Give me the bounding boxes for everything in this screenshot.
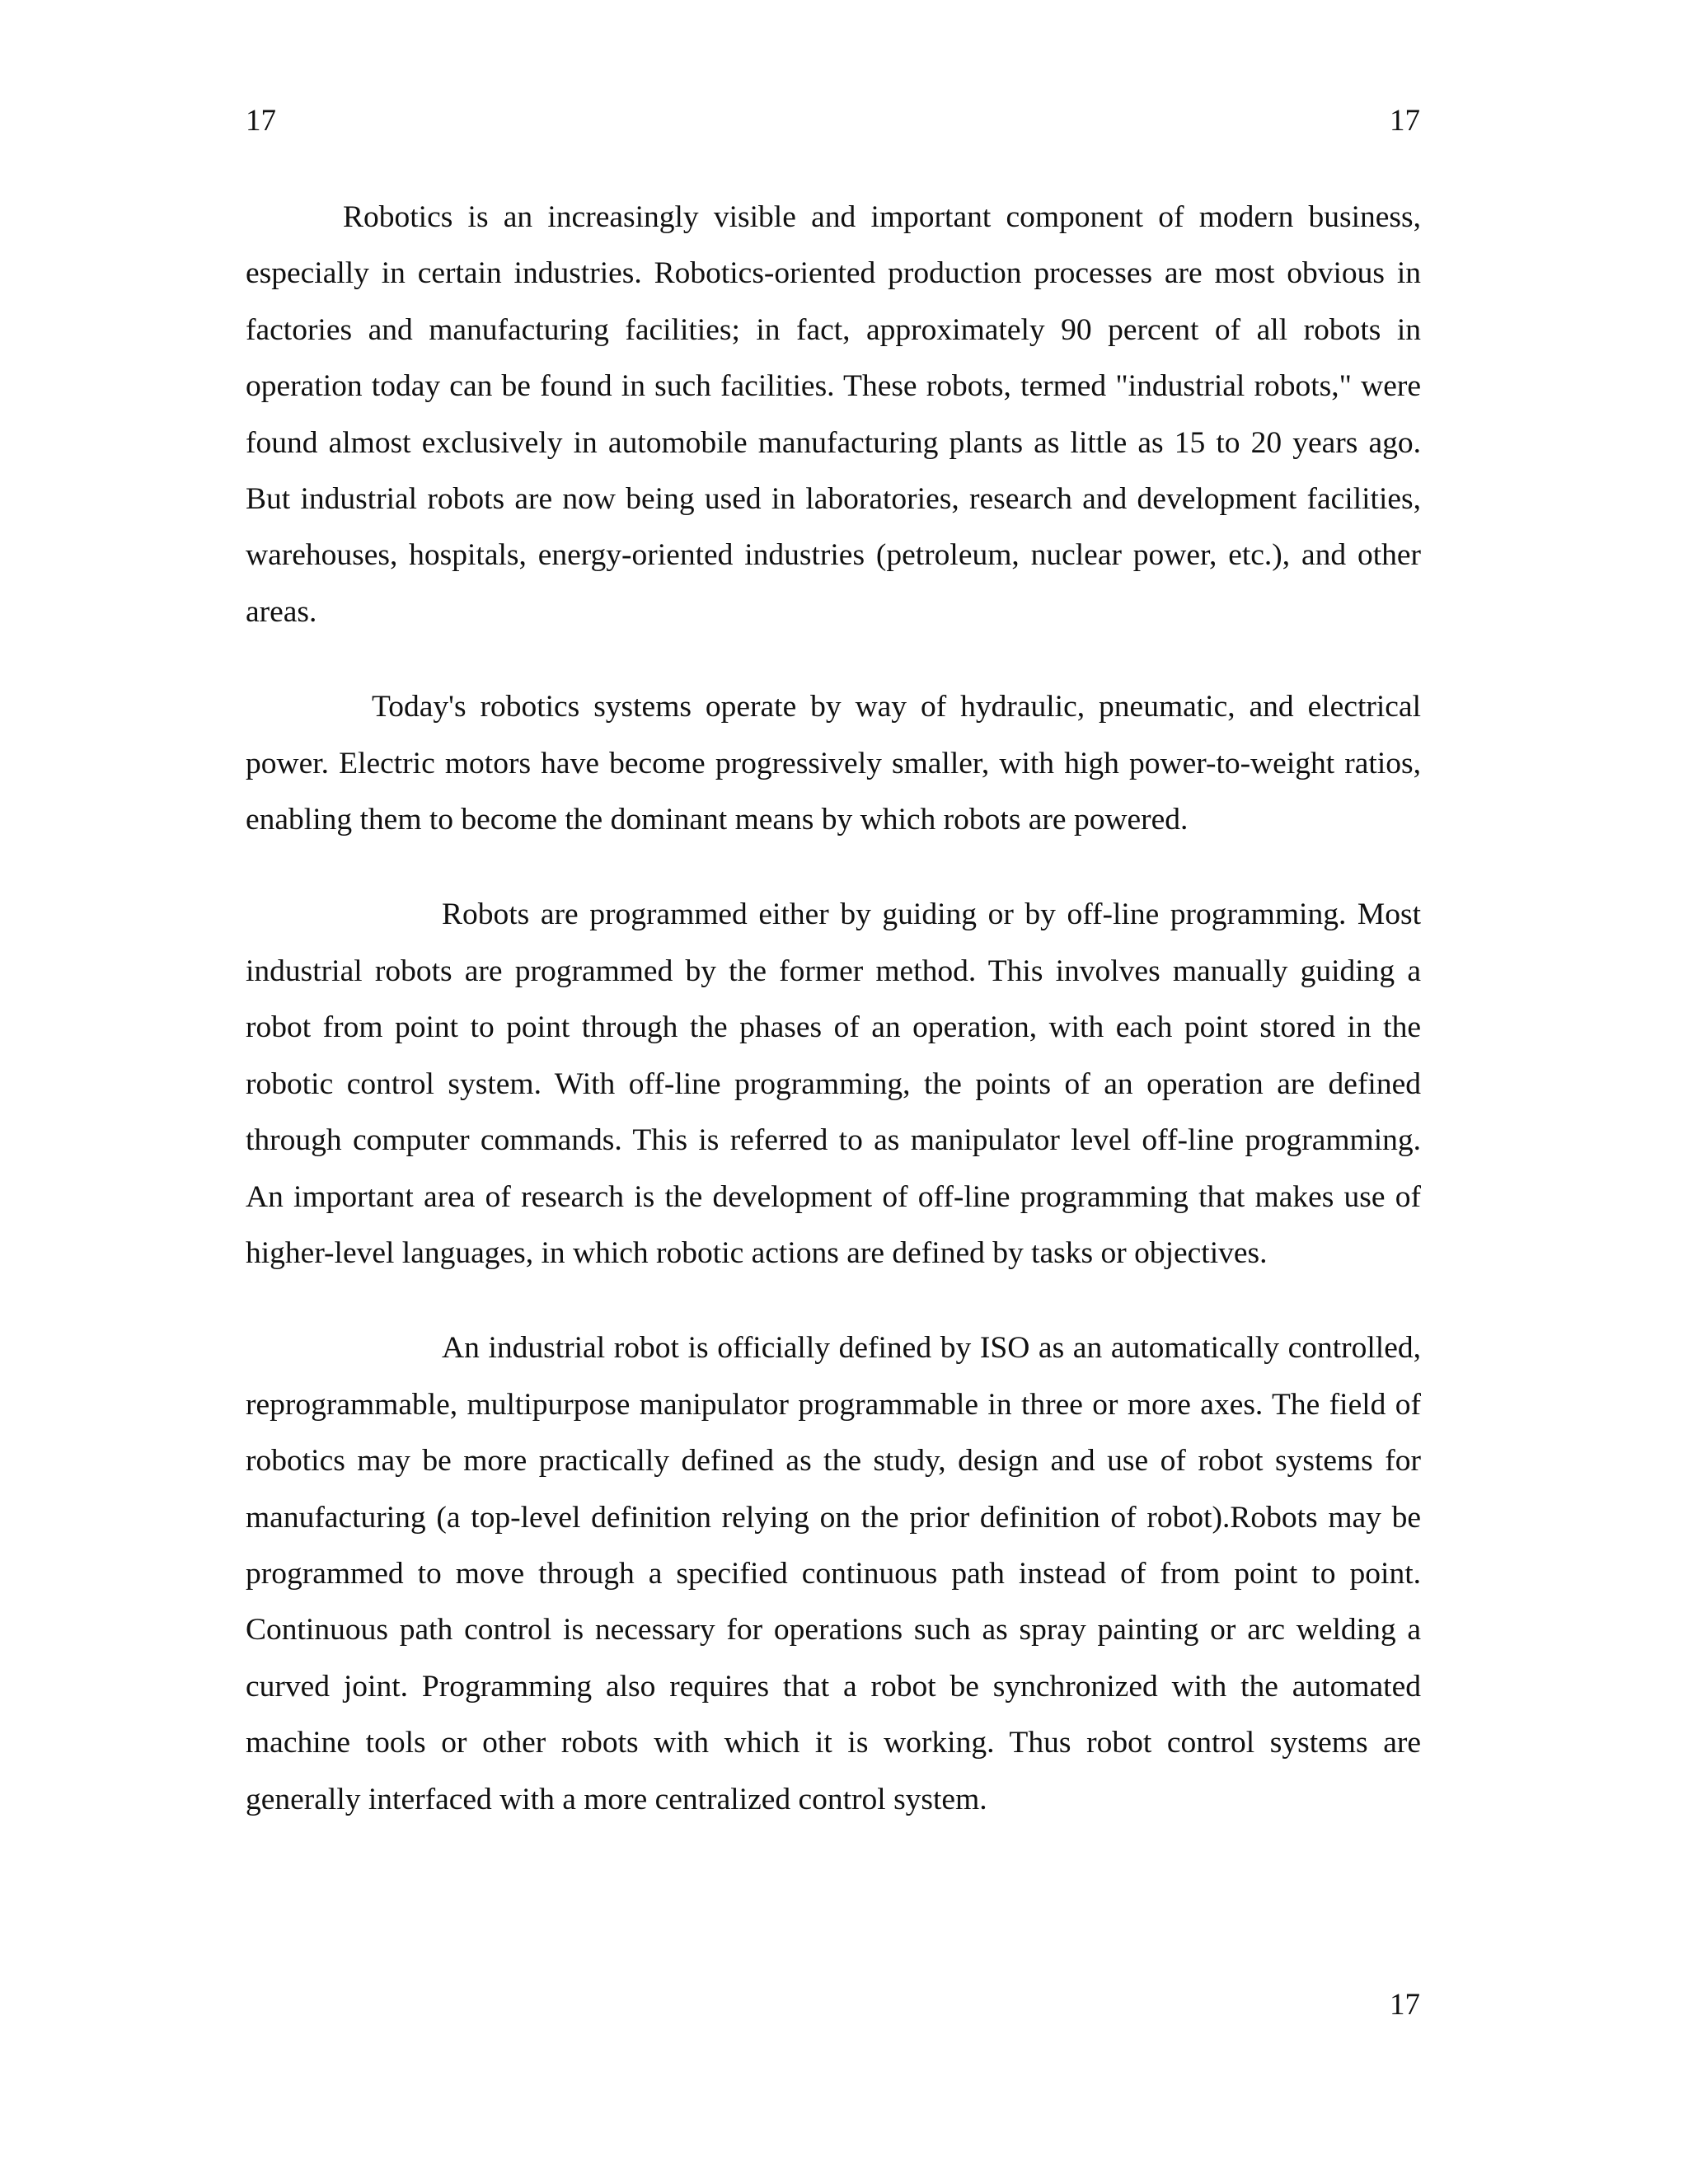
- header-page-number-right: 17: [1390, 104, 1420, 138]
- paragraph-robotics-intro: Robotics is an increasingly visible and important component of modern business, especially in certain industries. Robotics-oriented production processes are most obvious in factories and manufacturing facilities; in fact, approximately 90 percent of all robots in operation today can be found in such facilities. These robots, termed "industrial robots," were found almost exclusively in automobile manufacturing plants as little as 15 to 20 years ago. But industrial robots are now being used in laboratories, research and development facilities, warehouses, hospitals, energy-oriented industries (petroleum, nuclear power, etc.), and other areas.: [246, 200, 1421, 629]
- paragraph-power-systems: Today's robotics systems operate by way of hydraulic, pneumatic, and electrical power. Electric motors have become progressively smaller, with high power-to-weight ratios, enabling them to become the dominant means by which robots are powered.: [246, 690, 1421, 837]
- header-page-number-left: 17: [246, 104, 276, 138]
- document-body: [246, 190, 1421, 1867]
- paragraph-programming: Robots are programmed either by guiding or by off-line programming. Most industrial robots are programmed by the former method. This involves manually guiding a robot from point to point through the phases of an operation, with each point stored in the robotic control system. With off-line programming, the points of an operation are defined through computer commands. This is referred to as manipulator level off-line programming. An important area of research is the development of off-line programming that makes use of higher-level languages, in which robotic actions are defined by tasks or objectives.: [246, 898, 1421, 1270]
- paragraph-iso-definition: An industrial robot is officially defined by ISO as an automatically controlled, reprogrammable, multipurpose manipulator programmable in three or more axes. The field of robotics may be more practically defined as the study, design and use of robot systems for manufacturing (a top-level definition relying on the prior definition of robot).Robots may be programmed to move through a specified continuous path instead of from point to point. Continuous path control is necessary for operations such as spray painting or arc welding a curved joint. Programming also requires that a robot be synchronized with the automated machine tools or other robots with which it is working. Thus robot control systems are generally interfaced with a more centralized control system.: [246, 1331, 1421, 1816]
- footer-page-number: 17: [1390, 1988, 1420, 2022]
